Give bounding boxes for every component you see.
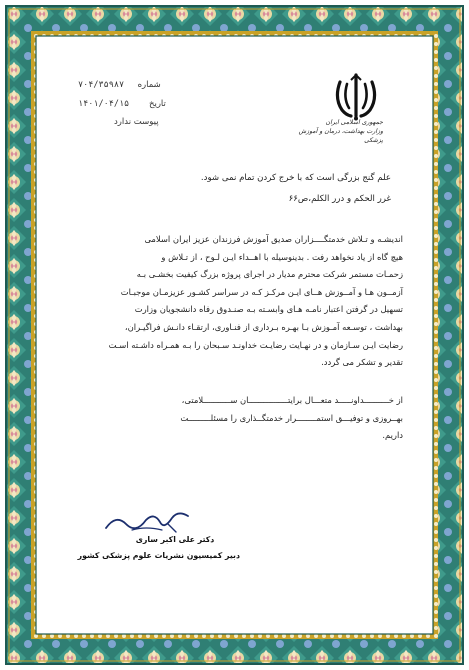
closing-wishes — [63, 392, 403, 445]
body-line: اندیشـه و تـلاش خدمتگــــزاران صدیق آموزش فرزندان عزیز ایران اسلامی — [144, 234, 403, 244]
body-line: هیچ گاه از یاد نخواهد رفت . بدینوسیله با اهــداء ایـن لـوح ، از تـلاش و — [161, 251, 403, 262]
signer-title: دبیر کمیسیون نشریات علوم پزشکی کشور — [77, 551, 240, 560]
ministry-name — [293, 118, 383, 145]
certificate-body — [63, 231, 403, 372]
body-line: تسهیل در گرفتن اعتبار نامـه هـای وابسـته بـه صنـدوق رفاه دانشجویان وزارت — [134, 304, 403, 315]
body-line: بهداشت ، توسـعه آمـوزش بـا بهـره بـرداری از فنـاوری، ارتقـاء دانـش فراگیـران، — [124, 321, 403, 332]
body-line: آزمــون هـا و آمــوزش هــای ایـن مرکـز کـه در سراسر کشـور عزیزمـان موجبـات — [120, 286, 403, 297]
body-line: تقدیر و تشکر می گردد. — [321, 357, 403, 368]
attachment-note: پیوست ندارد — [114, 117, 159, 127]
letter-number-value: ۷۰۴/۳۵۹۸۷ — [78, 80, 125, 90]
quote-source: غرر الحکم و درر الکلم،ص۶۶ — [288, 194, 391, 204]
letter-date-value: ۱۴۰۱/۰۴/۱۵ — [78, 99, 130, 109]
body-line: زحمـات مستمر شرکت محترم مدیار در اجرای پروژه بزرگ کیفیت بخشـی بـه — [136, 269, 403, 280]
ministry-line-1: جمهوری اسلامی ایران — [325, 119, 383, 126]
ministry-line-2: وزارت بهداشت، درمان و آموزش پزشکی — [298, 128, 383, 144]
signer-name: دکتر علی اکبر ساری — [135, 535, 215, 544]
letter-number-label: شماره — [137, 80, 161, 90]
handwritten-signature — [102, 508, 192, 538]
letter-date-label: تاریخ — [148, 99, 166, 109]
closing-line: از خــــــــــداونـــــد متعـــال برایتــــــــــــــــان ســـــــــــلامتی، — [181, 395, 403, 405]
closing-line: بهــروزی و توفیـــق استمــــــــرار خدمتگــذاری را مسئلـــــــــت — [180, 412, 403, 423]
quote-line-1: علم گنج بزرگی است که با خرج کردن تمام نمی شود. — [200, 173, 391, 183]
letter-number-row — [78, 80, 161, 90]
closing-line: داریم. — [382, 430, 403, 441]
body-line: رضایت ایـن سـازمان و در نهـایت رضایـت خداونـد سـبحان را بـه همـراه داشـته اسـت — [108, 339, 403, 350]
letter-date-row — [78, 99, 166, 109]
iran-emblem-icon — [333, 72, 379, 122]
